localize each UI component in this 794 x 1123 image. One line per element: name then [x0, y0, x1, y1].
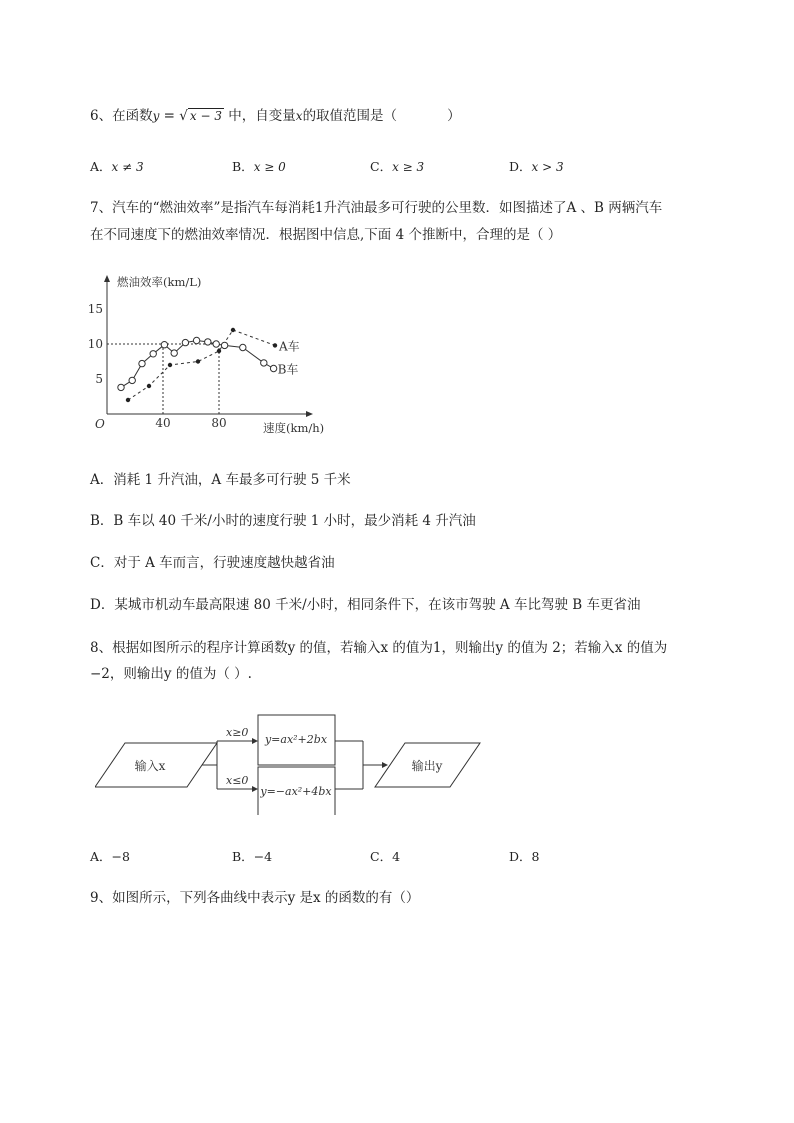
y-axis-arrow	[104, 275, 110, 282]
data-point	[118, 384, 124, 390]
data-point	[182, 339, 188, 345]
q6-stem	[90, 106, 461, 126]
data-point	[126, 398, 130, 402]
formula-bottom: y=−ax²+4bx	[260, 785, 332, 798]
q6-text2: 中，自变量	[228, 108, 296, 124]
x-tick-label: 80	[211, 416, 227, 430]
q6-func-lhs: y	[152, 109, 160, 123]
x-axis-label: 速度(km/h)	[263, 421, 325, 435]
data-point	[129, 377, 135, 383]
q7-option-b: B．B 车以 40 千米/小时的速度行驶 1 小时，最少消耗 4 升汽油	[90, 513, 476, 529]
chart-series	[118, 328, 277, 402]
data-point	[221, 342, 227, 348]
q7-option-a: A．消耗 1 升汽油，A 车最多可行驶 5 千米	[90, 472, 351, 488]
q7-option-d: D．某城市机动车最高限速 80 千米/小时，相同条件下，在该市驾驶 A 车比驾驶 B 车更省油	[90, 597, 641, 613]
q8-option-b: B．−4	[232, 849, 273, 864]
arrowhead-output	[382, 762, 388, 768]
program-flowchart	[95, 705, 495, 815]
q9-stem: 9、如图所示，下列各曲线中表示y 是x 的函数的有（）	[90, 890, 420, 906]
data-point	[205, 339, 211, 345]
y-tick-label: 5	[95, 372, 103, 386]
q7-stem-line1: 7、汽车的“燃油效率”是指汽车每消耗1升汽油最多可行驶的公里数．如图描述了A 、B 两辆汽车	[90, 200, 663, 216]
arrowhead-bottom	[252, 786, 258, 792]
data-point	[161, 342, 167, 348]
q6-text1: 在函数	[112, 108, 153, 124]
x-axis-arrow	[306, 411, 313, 417]
chart-labels	[88, 275, 324, 435]
data-point	[150, 351, 156, 357]
q6-option-c: C．x ≥ 3	[370, 159, 425, 174]
x-tick-label: 40	[155, 416, 171, 430]
data-point	[240, 344, 246, 350]
data-point	[193, 337, 199, 343]
output-label: 输出y	[411, 759, 443, 773]
data-point	[270, 365, 276, 371]
data-point	[147, 384, 151, 388]
y-tick-label: 15	[87, 302, 103, 316]
condition-bottom: x≤0	[226, 774, 249, 787]
series-label: A车	[279, 339, 300, 354]
series-label: B车	[277, 362, 299, 377]
q6-option-a: A．x ≠ 3	[90, 159, 144, 174]
q6-func-radicand: x − 3	[189, 109, 222, 123]
q6-func-eq: =	[159, 108, 180, 124]
data-point	[171, 350, 177, 356]
q6-number: 6、	[90, 108, 113, 124]
input-label: 输入x	[134, 759, 166, 773]
arrowhead-top	[252, 738, 258, 744]
q6-option-d: D．x > 3	[509, 159, 564, 174]
q6-text3: 的取值范围是（	[302, 108, 398, 124]
q7-stem-line2: 在不同速度下的燃油效率情况．根据图中信息,下面 4 个推断中，合理的是（ ）	[90, 227, 562, 243]
data-point	[217, 349, 221, 353]
y-tick-label: 10	[87, 337, 103, 351]
data-point	[139, 360, 145, 366]
data-point	[231, 328, 235, 332]
formula-top: y=ax²+2bx	[264, 733, 328, 746]
fuel-efficiency-chart	[85, 262, 365, 442]
q6-option-b: B．x ≥ 0	[232, 159, 286, 174]
series-line-0	[128, 330, 275, 400]
data-point	[168, 363, 172, 367]
y-axis-label: 燃油效率(km/L)	[117, 275, 202, 289]
chart-guides	[107, 344, 219, 414]
q7-option-c: C．对于 A 车而言，行驶速度越快越省油	[90, 555, 335, 571]
sqrt-symbol: √	[179, 108, 188, 124]
data-point	[213, 341, 219, 347]
data-point	[261, 360, 267, 366]
q8-option-c: C．4	[370, 849, 401, 864]
q6-var: x	[295, 109, 303, 123]
condition-top: x≥0	[226, 726, 249, 739]
origin-label: O	[95, 417, 105, 431]
q8-option-a: A．−8	[90, 849, 130, 864]
q8-stem-line1: 8、根据如图所示的程序计算函数y 的值，若输入x 的值为1，则输出y 的值为 2；若输入x 的值为	[90, 640, 668, 656]
data-point	[196, 359, 200, 363]
q8-option-d: D．8	[509, 849, 540, 864]
q6-close: ）	[447, 108, 461, 124]
q8-stem-line2: −2，则输出y 的值为（ ）.	[90, 666, 252, 682]
data-point	[273, 343, 277, 347]
